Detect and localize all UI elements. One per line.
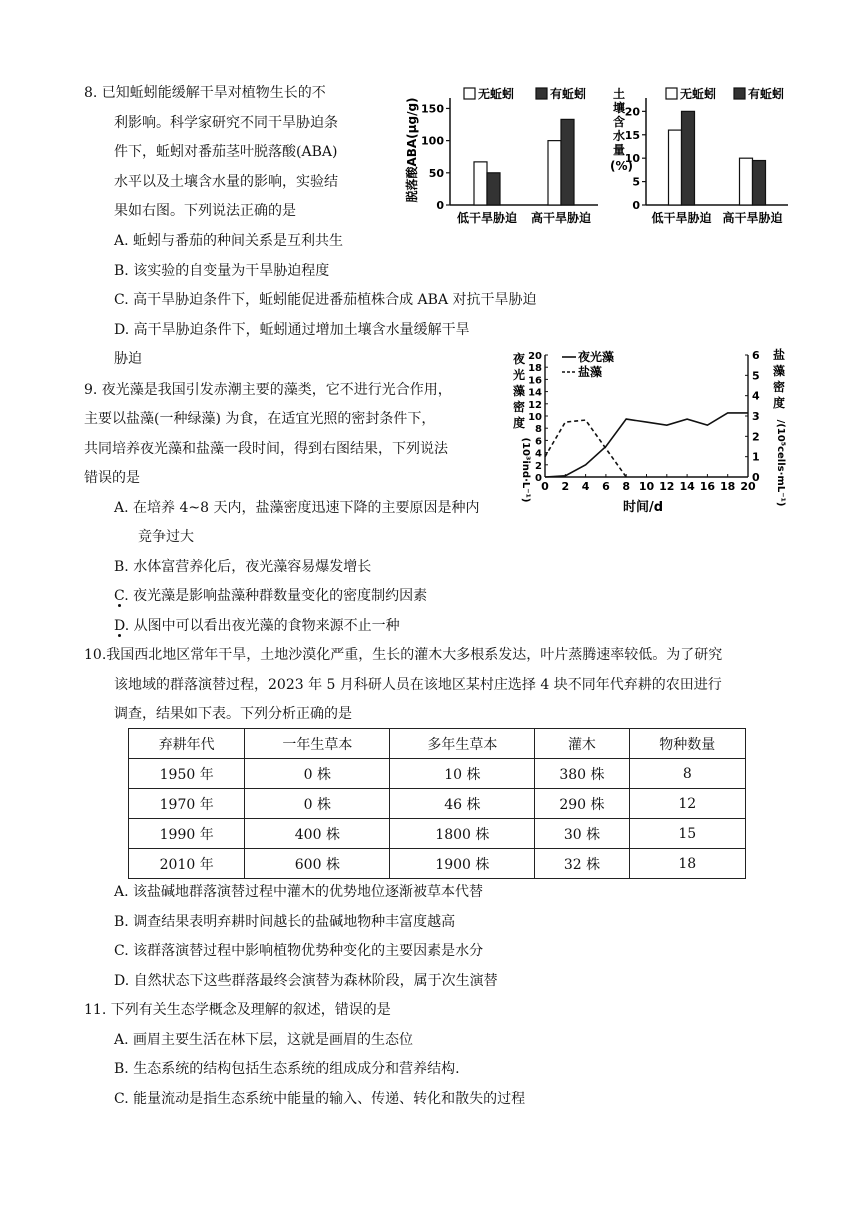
table-cell: 0 株 [245,759,390,789]
legend-label-noctiluca: 夜光藻 [578,350,615,364]
svg-text:藻: 藻 [773,364,786,378]
y-right-tick-label: 6 [752,349,760,362]
x-axis-label: 时间/d [623,500,664,515]
bar [474,162,487,205]
y-left-tick-label: 14 [528,387,542,399]
y-tick-label: 20 [624,105,640,119]
chart-soil-water [610,80,792,225]
y-right-tick-label: 3 [752,410,760,423]
table-cell: 10 株 [390,759,535,789]
table-cell: 18 [629,849,745,879]
q9-stem-4: 错误的是 [84,470,140,486]
x-tick-label: 2 [561,480,570,493]
y-tick-label: 15 [624,128,640,142]
legend-label-earthworm: 有蚯蚓 [550,87,587,101]
y-left-tick-label: 18 [528,363,542,375]
legend [562,349,614,379]
table-cell: 1800 株 [390,819,535,849]
table-cell: 1970 年 [129,789,245,819]
x-tick-label: 8 [622,480,631,493]
q10-option-d: D. 自然状态下这些群落最终会演替为森林阶段，属于次生演替 [114,973,498,989]
svg-text:密: 密 [773,380,786,394]
table-header: 弃耕年代 [129,729,245,759]
emphasis-dot [118,634,121,637]
table-cell: 12 [629,789,745,819]
q10-option-c: C. 该群落演替过程中影响植物优势种变化的主要因素是水分 [114,943,484,959]
y-left-tick-label: 16 [528,375,542,387]
svg-text:壤: 壤 [613,101,626,115]
table-header: 一年生草本 [245,729,390,759]
q8-stem-5: 果如右图。下列说法正确的是 [114,203,296,219]
q9-option-c: C. 夜光藻是影响盐藻种群数量变化的密度制约因素 [114,588,428,604]
q8-option-d: D. 高干旱胁迫条件下，蚯蚓通过增加土壤含水量缓解干旱 [114,322,470,338]
legend-swatch-no-earthworm [666,88,677,99]
chart-algae-density [510,345,800,515]
y-tick-label: 10 [624,152,640,166]
q9-option-a-cont: 竞争过大 [138,529,194,545]
q8-option-c: C. 高干旱胁迫条件下，蚯蚓能促进番茄植株合成 ABA 对抗干旱胁迫 [114,292,537,308]
survey-table [128,728,746,879]
x-tick-label: 16 [699,480,716,493]
table-cell: 0 株 [245,789,390,819]
svg-text:度: 度 [513,416,526,430]
y-tick-label: 50 [428,166,444,180]
y-left-tick-label: 8 [535,424,542,436]
table-header: 多年生草本 [390,729,535,759]
q11-stem: 11. 下列有关生态学概念及理解的叙述，错误的是 [84,1002,391,1018]
x-tick-label: 低干旱胁迫 [651,211,712,225]
legend-label-dunaliella: 盐藻 [578,365,603,379]
table-header-row [129,729,746,759]
x-tick-label: 12 [659,480,675,493]
table-row [129,759,746,789]
y-axis-label: 脱落酸ABA(μg/g) [405,97,419,203]
bar [561,119,574,205]
table-cell: 30 株 [535,819,629,849]
y-left-tick-label: 6 [535,436,542,448]
q8-option-d-cont: 胁迫 [114,351,142,367]
y-tick-label: 0 [632,199,640,212]
bar [753,161,766,205]
x-tick-label: 低干旱胁迫 [456,211,518,225]
x-tick-label: 18 [720,480,736,493]
q9-stem-3: 共同培养夜光藻和盐藻一段时间，得到右图结果，下列说法 [84,441,448,457]
y-tick-label: 0 [436,199,444,212]
legend-swatch-earthworm [734,88,745,99]
table-cell: 46 株 [390,789,535,819]
svg-text:密: 密 [513,400,526,414]
table-header: 灌木 [535,729,629,759]
y-right-tick-label: 0 [752,471,760,484]
table-cell: 380 株 [535,759,629,789]
q8-option-a: A. 蚯蚓与番茄的种间关系是互利共生 [114,233,344,249]
y-tick-label: 5 [632,175,640,189]
y-right-tick-label: 1 [752,450,760,464]
q9-stem-2: 主要以盐藻(一种绿藻) 为食，在适宜光照的密封条件下， [84,411,436,427]
q8-stem-3: 件下，蚯蚓对番茄茎叶脱落酸(ABA) [114,144,338,160]
q8-stem-2: 利影响。科学家研究不同干旱胁迫条 [114,115,338,131]
chart-aba [398,80,608,225]
bar [548,141,561,205]
x-tick-label: 4 [581,480,590,493]
svg-text:(10³ind·L⁻¹): (10³ind·L⁻¹) [520,437,531,503]
x-tick-label: 6 [602,480,610,493]
q9-stem-1: 9. 夜光藻是我国引发赤潮主要的藻类，它不进行光合作用， [84,382,452,398]
svg-text:含: 含 [613,115,626,129]
q11-option-c: C. 能量流动是指生态系统中能量的输入、传递、转化和散失的过程 [114,1091,526,1107]
table-cell: 1990 年 [129,819,245,849]
table-row [129,819,746,849]
y-left-tick-label: 0 [535,473,542,484]
y-right-axis-label [773,347,786,506]
svg-text:/(10⁵cells·mL⁻¹): /(10⁵cells·mL⁻¹) [775,419,786,507]
x-tick-label: 20 [740,480,756,493]
y-left-tick-label: 10 [528,412,542,423]
q10-stem-3: 调查，结果如下表。下列分析正确的是 [114,706,352,722]
x-tick-label: 高干旱胁迫 [530,211,592,225]
table-cell: 600 株 [245,849,390,879]
table-cell: 8 [629,759,745,789]
svg-text:度: 度 [773,396,786,410]
q10-option-a: A. 该盐碱地群落演替过程中灌木的优势地位逐渐被草本代替 [114,884,484,900]
q8-stem-4: 水平以及土壤含水量的影响，实验结 [114,174,338,190]
q9-option-d: D. 从图中可以看出夜光藻的食物来源不止一种 [114,618,400,634]
svg-text:水: 水 [613,129,626,143]
y-left-tick-label: 2 [535,460,542,472]
legend-label-no-earthworm: 无蚯蚓 [478,87,515,101]
x-tick-label: 14 [679,480,695,493]
legend-label-earthworm: 有蚯蚓 [748,87,785,101]
series-line-dunaliella [545,420,626,477]
table-cell: 15 [629,819,745,849]
y-left-tick-label: 4 [535,448,542,460]
q10-option-b: B. 调查结果表明弃耕时间越长的盐碱地物种丰富度越高 [114,914,456,930]
bar [682,111,695,205]
series-line-noctiluca [545,413,748,477]
q11-option-a: A. 画眉主要生活在林下层，这就是画眉的生态位 [114,1032,414,1048]
y-right-tick-label: 5 [752,369,760,383]
svg-text:藻: 藻 [513,384,526,398]
table-cell: 400 株 [245,819,390,849]
y-right-tick-label: 4 [752,389,760,403]
legend-label-no-earthworm: 无蚯蚓 [680,87,717,101]
y-tick-label: 100 [421,134,444,148]
q8-option-b: B. 该实验的自变量为干旱胁迫程度 [114,263,330,279]
table-cell: 290 株 [535,789,629,819]
x-tick-label: 10 [638,480,655,493]
x-tick-label: 高干旱胁迫 [722,211,783,225]
table-row [129,849,746,879]
svg-text:夜: 夜 [513,352,526,366]
svg-text:盐: 盐 [773,348,786,362]
q8-stem-1: 8. 已知蚯蚓能缓解干旱对植物生长的不 [84,85,326,101]
q9-option-b: B. 水体富营养化后，夜光藻容易爆发增长 [114,559,372,575]
table-row [129,789,746,819]
q10-stem-2: 该地域的群落演替过程，2023 年 5 月科研人员在该地区某村庄选择 4 块不同年代弃耕的农田进行 [114,677,722,693]
bar [669,130,682,205]
table-header: 物种数量 [629,729,745,759]
y-tick-label: 150 [421,102,444,116]
q9-option-a: A. 在培养 4~8 天内，盐藻密度迅速下降的主要原因是种内 [114,500,480,516]
x-tick-label: 0 [541,480,549,493]
svg-text:量: 量 [613,143,626,157]
table-cell: 1900 株 [390,849,535,879]
table-cell: 32 株 [535,849,629,879]
svg-text:土: 土 [613,87,626,101]
table-cell: 2010 年 [129,849,245,879]
q10-stem-1: 10.我国西北地区常年干旱，土地沙漠化严重，生长的灌木大多根系发达，叶片蒸腾速率较低。为了研究 [84,647,723,663]
legend-swatch-earthworm [536,88,547,99]
bar [740,158,753,205]
emphasis-dot [118,604,121,607]
q11-option-b: B. 生态系统的结构包括生态系统的组成成分和营养结构. [114,1061,460,1077]
y-left-tick-label: 20 [528,351,542,362]
svg-text:光: 光 [513,368,526,382]
svg-text:(%): (%) [610,159,633,173]
y-right-tick-label: 2 [752,430,760,444]
y-left-tick-label: 12 [528,399,542,411]
bar [487,173,500,205]
legend-swatch-no-earthworm [464,88,475,99]
table-cell: 1950 年 [129,759,245,789]
